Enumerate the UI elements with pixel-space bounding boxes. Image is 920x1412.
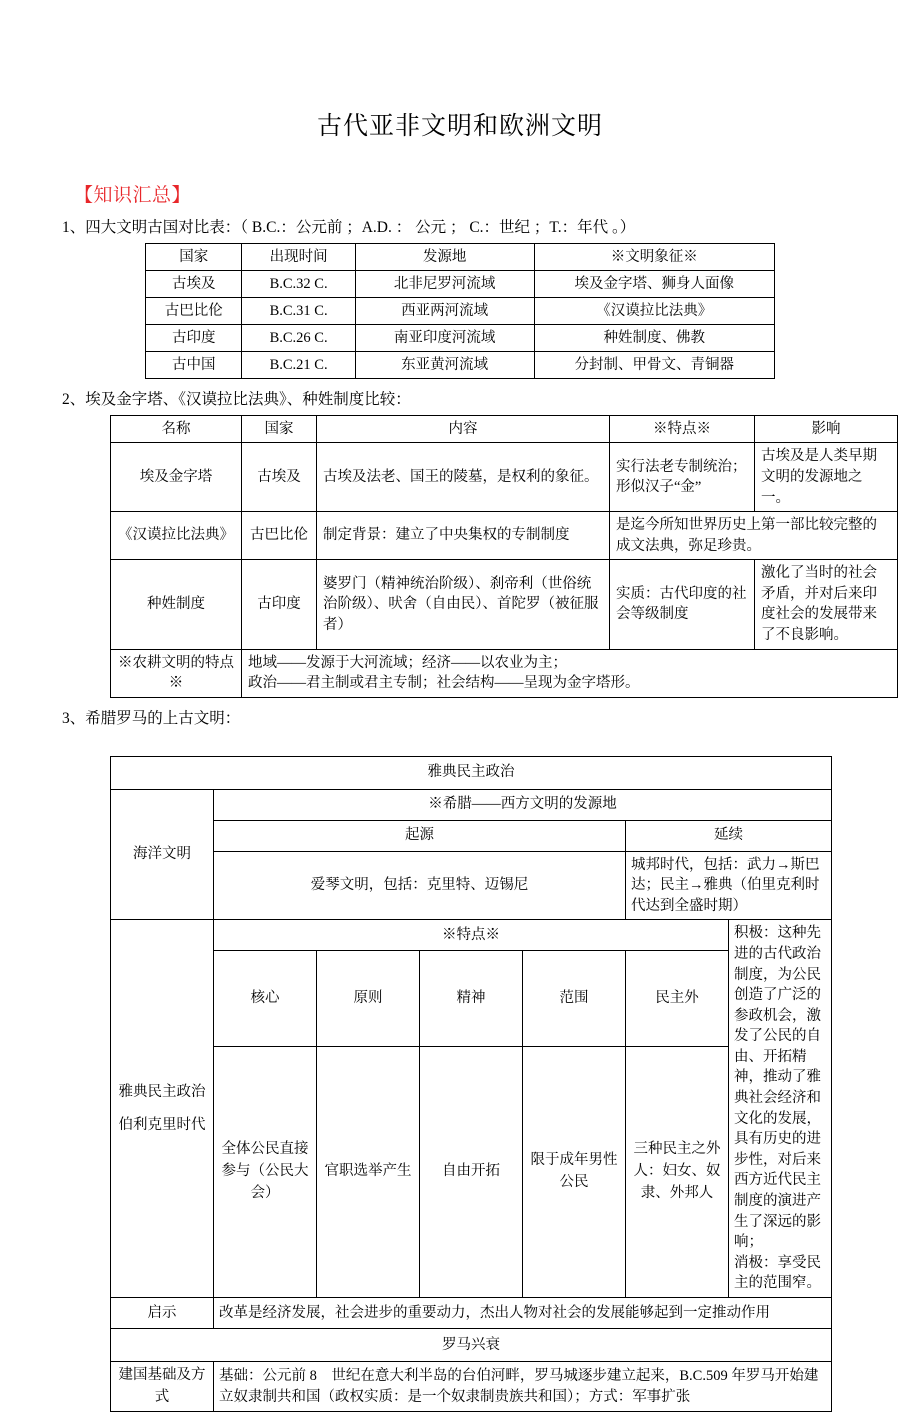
cell-country: 古埃及 bbox=[146, 270, 242, 297]
cell-content: 制定背景：建立了中央集权的专制制度 bbox=[317, 512, 610, 560]
banner-row-athens bbox=[111, 756, 832, 789]
page-title: 古代亚非文明和欧洲文明 bbox=[316, 113, 603, 140]
column-header-features: ※特点※ bbox=[214, 920, 729, 951]
cell-time: B.C.21 C. bbox=[242, 351, 355, 378]
column-header-excluded: 民主外 bbox=[626, 951, 729, 1047]
cell-symbol: 分封制、甲骨文、青铜器 bbox=[534, 351, 774, 378]
table-greece-rome-civilization bbox=[110, 756, 832, 1412]
cell-evaluation-content bbox=[729, 920, 832, 1297]
cell-city-state-era: 城邦时代，包括：武力→斯巴达；民主→雅典（伯里克利时代达到全盛时期） bbox=[626, 851, 832, 920]
table-row-feature-values bbox=[111, 1047, 832, 1298]
table-row bbox=[111, 512, 898, 560]
table-row bbox=[146, 351, 775, 378]
table-header-row bbox=[146, 243, 775, 270]
cell-country: 古印度 bbox=[146, 324, 242, 351]
column-header-spirit: 精神 bbox=[420, 951, 523, 1047]
section-2-number: 2、 bbox=[62, 390, 86, 408]
table-row-founding bbox=[111, 1361, 832, 1412]
knowledge-summary-flag: 【知识汇总】 bbox=[74, 185, 192, 206]
cell-symbol: 埃及金字塔、狮身人面像 bbox=[534, 270, 774, 297]
cell-principle: 官职选举产生 bbox=[317, 1047, 420, 1298]
section-3-heading bbox=[62, 709, 858, 730]
cell-scope: 限于成年男性公民 bbox=[523, 1047, 626, 1298]
column-header-origin: 起源 bbox=[214, 820, 626, 851]
cell-enlightenment-label: 启示 bbox=[111, 1297, 214, 1328]
cell-country: 古巴比伦 bbox=[242, 512, 317, 560]
cell-aegean-civilization: 爱琴文明，包括：克里特、迈锡尼 bbox=[214, 851, 626, 920]
cell-name: 种姓制度 bbox=[111, 560, 242, 649]
column-header-symbol: ※文明象征※ bbox=[534, 243, 774, 270]
cell-name: 埃及金字塔 bbox=[111, 443, 242, 512]
table-row-enlightenment bbox=[111, 1297, 832, 1328]
section-1-text: 四大文明古国对比表：（ B.C.：公元前 ；A.D. ： 公元 ； C.：世纪 ；T.：年代 。） bbox=[85, 219, 636, 236]
cell-country: 古埃及 bbox=[242, 443, 317, 512]
column-header-country: 国家 bbox=[242, 415, 317, 443]
cell-athens-democracy-label bbox=[111, 920, 214, 1297]
cell-country: 古巴比伦 bbox=[146, 297, 242, 324]
athens-label-line-1: 雅典民主政治 bbox=[118, 1084, 206, 1101]
column-header-influence: 影响 bbox=[755, 415, 898, 443]
section-1-heading bbox=[62, 218, 858, 239]
table-row-features-evaluation-header bbox=[111, 920, 832, 951]
cell-origin: 南亚印度河流域 bbox=[355, 324, 534, 351]
cell-content: 古埃及法老、国王的陵墓，是权利的象征。 bbox=[317, 443, 610, 512]
column-header-name: 名称 bbox=[111, 415, 242, 443]
cell-core: 全体公民直接参与（公民大会） bbox=[214, 1047, 317, 1298]
cell-excluded: 三种民主之外人：妇女、奴隶、外邦人 bbox=[626, 1047, 729, 1298]
cell-spirit: 自由开拓 bbox=[420, 1047, 523, 1298]
banner-rome-rise-fall: 罗马兴衰 bbox=[111, 1328, 832, 1361]
banner-row-rome bbox=[111, 1328, 832, 1361]
agrarian-line-2: 政治——君主制或君主专制；社会结构——呈现为金字塔形。 bbox=[248, 675, 640, 692]
cell-agrarian-label: ※农耕文明的特点※ bbox=[111, 649, 242, 697]
banner-athens-democracy: 雅典民主政治 bbox=[111, 756, 832, 789]
table-header-row-origin-continue bbox=[111, 820, 832, 851]
cell-feature-merged: 是迄今所知世界历史上第一部比较完整的成文法典，弥足珍贵。 bbox=[610, 512, 898, 560]
table-civilization-comparison bbox=[110, 415, 898, 698]
evaluation-positive: 积极：这种先进的古代政治制度，为公民创造了广泛的参政机会，激发了公民的自由、开拓精神，推动了雅典社会经济和文化的发展，具有历史的进步性，对后来西方近代民主制度的演进产生了深远的影响； bbox=[734, 925, 821, 1251]
column-header-scope: 范围 bbox=[523, 951, 626, 1047]
column-header-country: 国家 bbox=[146, 243, 242, 270]
table-footer-row bbox=[111, 649, 898, 697]
table-row bbox=[146, 324, 775, 351]
section-1-number: 1、 bbox=[62, 219, 86, 236]
cell-name: 《汉谟拉比法典》 bbox=[111, 512, 242, 560]
column-header-principle: 原则 bbox=[317, 951, 420, 1047]
column-header-content: 内容 bbox=[317, 415, 610, 443]
athens-label-line-2: 伯利克里时代 bbox=[118, 1116, 206, 1133]
cell-greece-origin-note: ※希腊——西方文明的发源地 bbox=[214, 789, 832, 820]
cell-founding-text: 基础：公元前 8 世纪在意大利半岛的台伯河畔，罗马城逐步建立起来，B.C.509 年罗马开始建立奴隶制共和国（政权实质：是一个奴隶制贵族共和国）；方式：军事扩张 bbox=[214, 1361, 832, 1412]
section-2-text: 埃及金字塔、《汉谟拉比法典》、种姓制度比较： bbox=[85, 390, 411, 408]
cell-influence: 古埃及是人类早期文明的发源地之一。 bbox=[755, 443, 898, 512]
cell-feature: 实行法老专制统治；形似汉子“金” bbox=[610, 443, 755, 512]
cell-time: B.C.32 C. bbox=[242, 270, 355, 297]
cell-influence: 激化了当时的社会矛盾，并对后来印度社会的发展带来了不良影响。 bbox=[755, 560, 898, 649]
agrarian-line-1: 地域——发源于大河流域；经济——以农业为主； bbox=[248, 654, 567, 671]
table-four-ancient-civilizations bbox=[145, 243, 775, 379]
table-row-origin-continue-values bbox=[111, 851, 832, 920]
label-spacer bbox=[116, 1103, 208, 1115]
table-row bbox=[146, 270, 775, 297]
table-header-row bbox=[111, 415, 898, 443]
table-row bbox=[111, 560, 898, 649]
cell-country: 古印度 bbox=[242, 560, 317, 649]
table-subheader-row bbox=[111, 951, 832, 1047]
column-header-core: 核心 bbox=[214, 951, 317, 1047]
cell-enlightenment-text: 改革是经济发展，社会进步的重要动力，杰出人物对社会的发展能够起到一定推动作用 bbox=[214, 1297, 832, 1328]
column-header-origin: 发源地 bbox=[355, 243, 534, 270]
column-header-continuation: 延续 bbox=[626, 820, 832, 851]
cell-feature: 实质：古代印度的社会等级制度 bbox=[610, 560, 755, 649]
cell-country: 古中国 bbox=[146, 351, 242, 378]
table-row-greece-note bbox=[111, 789, 832, 820]
cell-founding-label: 建国基础及方式 bbox=[111, 1361, 214, 1412]
section-3-number: 3、 bbox=[62, 709, 86, 727]
section-2-heading bbox=[62, 390, 858, 411]
table-row bbox=[111, 443, 898, 512]
cell-origin: 西亚两河流域 bbox=[355, 297, 534, 324]
column-header-time: 出现时间 bbox=[242, 243, 355, 270]
column-header-feature: ※特点※ bbox=[610, 415, 755, 443]
cell-origin: 北非尼罗河流域 bbox=[355, 270, 534, 297]
evaluation-negative: 消极：享受民主的范围窄。 bbox=[734, 1254, 821, 1292]
section-3-text: 希腊罗马的上古文明： bbox=[85, 709, 241, 727]
table-row bbox=[146, 297, 775, 324]
cell-ocean-civilization-label: 海洋文明 bbox=[111, 789, 214, 920]
cell-content: 婆罗门（精神统治阶级）、刹帝利（世俗统治阶级）、吠舍（自由民）、首陀罗（被征服者） bbox=[317, 560, 610, 649]
cell-agrarian-features bbox=[242, 649, 898, 697]
cell-time: B.C.26 C. bbox=[242, 324, 355, 351]
cell-symbol: 《汉谟拉比法典》 bbox=[534, 297, 774, 324]
cell-time: B.C.31 C. bbox=[242, 297, 355, 324]
cell-symbol: 种姓制度、佛教 bbox=[534, 324, 774, 351]
cell-origin: 东亚黄河流域 bbox=[355, 351, 534, 378]
